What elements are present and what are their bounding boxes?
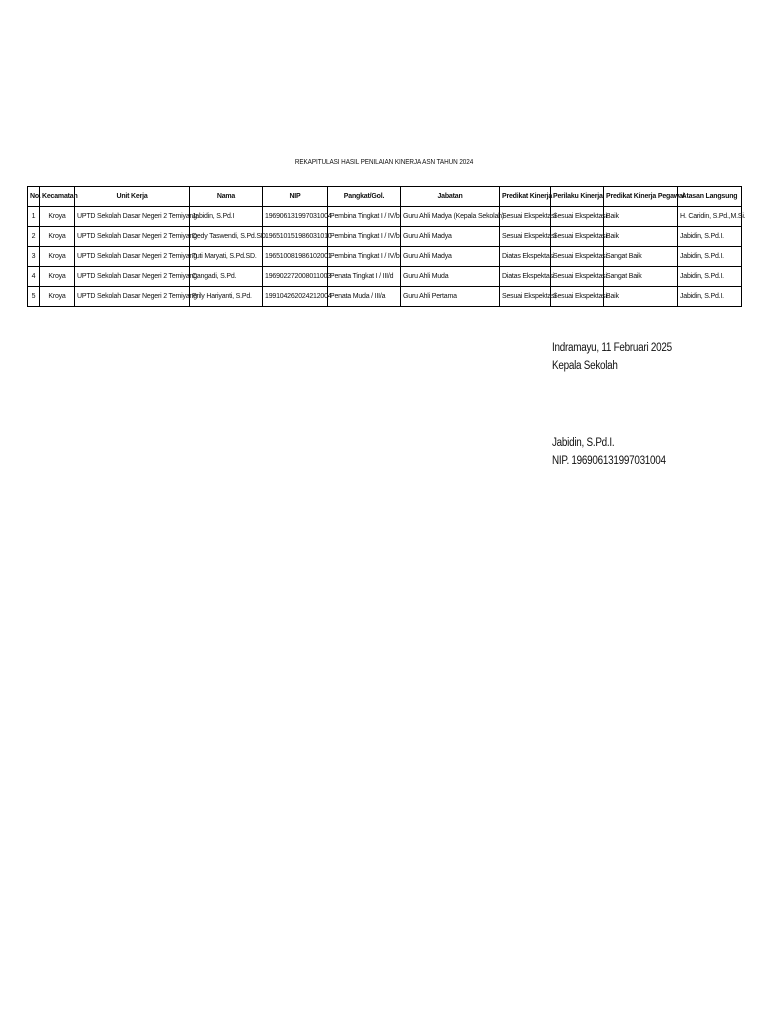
- cell-jabatan: Guru Ahli Madya (Kepala Sekolah): [401, 207, 500, 227]
- cell-pangkat: Penata Tingkat I / III/d: [328, 267, 401, 287]
- cell-jabatan: Guru Ahli Pertama: [401, 287, 500, 307]
- header-pangkat: Pangkat/Gol.: [328, 187, 401, 207]
- table-row: [28, 287, 742, 307]
- header-nip: NIP: [263, 187, 328, 207]
- cell-no: 2: [28, 227, 40, 247]
- cell-kecamatan: Kroya: [40, 207, 75, 227]
- cell-predikat-kinerja-pegawai: Sangat Baik: [604, 247, 678, 267]
- signature-place-date: Indramayu, 11 Februari 2025: [552, 342, 672, 354]
- cell-nama: Cangadi, S.Pd.: [190, 267, 263, 287]
- header-predikat-kinerja-pegawai: Predikat Kinerja Pegawai: [604, 187, 678, 207]
- cell-unit-kerja: UPTD Sekolah Dasar Negeri 2 Temiyang: [75, 267, 190, 287]
- header-unit-kerja: Unit Kerja: [75, 187, 190, 207]
- cell-pangkat: Pembina Tingkat I / IV/b: [328, 247, 401, 267]
- cell-jabatan: Guru Ahli Muda: [401, 267, 500, 287]
- cell-atasan-langsung: Jabidin, S.Pd.I.: [678, 227, 742, 247]
- cell-predikat-kinerja-pegawai: Baik: [604, 207, 678, 227]
- cell-atasan-langsung: H. Caridin, S.Pd.,M.Si.: [678, 207, 742, 227]
- cell-predikat-kinerja-pegawai: Baik: [604, 227, 678, 247]
- cell-kecamatan: Kroya: [40, 227, 75, 247]
- document-title: REKAPITULASI HASIL PENILAIAN KINERJA ASN TAHUN 2024: [294, 157, 474, 166]
- cell-kecamatan: Kroya: [40, 267, 75, 287]
- header-perilaku-kinerja: Perilaku Kinerja: [551, 187, 604, 207]
- cell-unit-kerja: UPTD Sekolah Dasar Negeri 2 Temiyang: [75, 287, 190, 307]
- table-header-row: [28, 187, 742, 207]
- cell-jabatan: Guru Ahli Madya: [401, 247, 500, 267]
- cell-predikat-kinerja-pegawai: Baik: [604, 287, 678, 307]
- cell-predikat-kinerja: Sesuai Ekspektasi: [500, 207, 551, 227]
- cell-kecamatan: Kroya: [40, 287, 75, 307]
- table-row: [28, 207, 742, 227]
- cell-pangkat: Pembina Tingkat I / IV/b: [328, 207, 401, 227]
- cell-no: 5: [28, 287, 40, 307]
- header-nama: Nama: [190, 187, 263, 207]
- cell-pangkat: Penata Muda / III/a: [328, 287, 401, 307]
- cell-unit-kerja: UPTD Sekolah Dasar Negeri 2 Temiyang: [75, 247, 190, 267]
- cell-unit-kerja: UPTD Sekolah Dasar Negeri 2 Temiyang: [75, 207, 190, 227]
- cell-nip: 199104262024212004: [263, 287, 328, 307]
- table-row: [28, 227, 742, 247]
- cell-no: 4: [28, 267, 40, 287]
- signature-name: Jabidin, S.Pd.I.: [552, 437, 615, 449]
- cell-nip: 196510081986102001: [263, 247, 328, 267]
- cell-predikat-kinerja: Diatas Ekspektasi: [500, 267, 551, 287]
- cell-predikat-kinerja: Diatas Ekspektasi: [500, 247, 551, 267]
- cell-atasan-langsung: Jabidin, S.Pd.I.: [678, 247, 742, 267]
- cell-nip: 196902272008011003: [263, 267, 328, 287]
- cell-no: 3: [28, 247, 40, 267]
- table-row: [28, 247, 742, 267]
- cell-predikat-kinerja-pegawai: Sangat Baik: [604, 267, 678, 287]
- cell-perilaku-kinerja: Sesuai Ekspektasi: [551, 207, 604, 227]
- signature-position: Kepala Sekolah: [552, 360, 618, 372]
- cell-predikat-kinerja: Sesuai Ekspektasi: [500, 227, 551, 247]
- cell-nama: Dedy Taswendi, S.Pd.SD.: [190, 227, 263, 247]
- header-kecamatan: Kecamatan: [40, 187, 75, 207]
- header-atasan-langsung: Atasan Langsung: [678, 187, 742, 207]
- header-no: No.: [28, 187, 40, 207]
- table-row: [28, 267, 742, 287]
- cell-nama: Jabidin, S.Pd.I: [190, 207, 263, 227]
- cell-perilaku-kinerja: Sesuai Ekspektasi: [551, 247, 604, 267]
- cell-nip: 196906131997031004: [263, 207, 328, 227]
- cell-no: 1: [28, 207, 40, 227]
- cell-perilaku-kinerja: Sesuai Ekspektasi: [551, 267, 604, 287]
- cell-unit-kerja: UPTD Sekolah Dasar Negeri 2 Temiyang: [75, 227, 190, 247]
- cell-pangkat: Pembina Tingkat I / IV/b: [328, 227, 401, 247]
- cell-jabatan: Guru Ahli Madya: [401, 227, 500, 247]
- cell-atasan-langsung: Jabidin, S.Pd.I.: [678, 287, 742, 307]
- cell-kecamatan: Kroya: [40, 247, 75, 267]
- cell-nip: 196510151986031010: [263, 227, 328, 247]
- recap-table: [27, 186, 746, 307]
- signature-nip: NIP. 196906131997031004: [552, 455, 666, 467]
- cell-nama: Tuti Maryati, S.Pd.SD.: [190, 247, 263, 267]
- cell-perilaku-kinerja: Sesuai Ekspektasi: [551, 227, 604, 247]
- cell-perilaku-kinerja: Sesuai Ekspektasi: [551, 287, 604, 307]
- cell-atasan-langsung: Jabidin, S.Pd.I.: [678, 267, 742, 287]
- cell-nama: Prily Hariyanti, S.Pd.: [190, 287, 263, 307]
- header-jabatan: Jabatan: [401, 187, 500, 207]
- cell-predikat-kinerja: Sesuai Ekspektasi: [500, 287, 551, 307]
- header-predikat-kinerja: Predikat Kinerja: [500, 187, 551, 207]
